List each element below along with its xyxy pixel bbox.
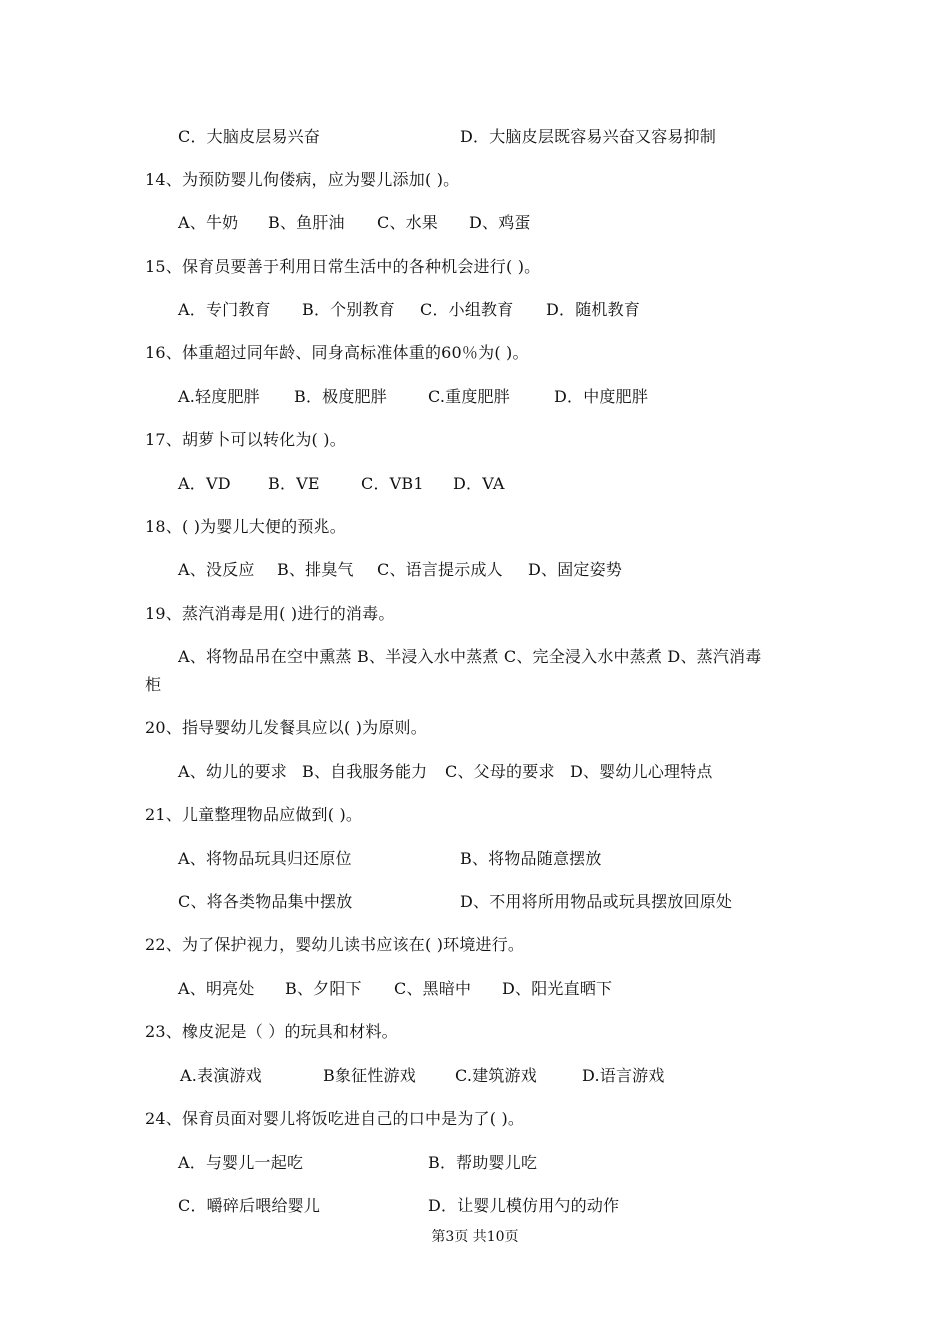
- question-17: 17、胡萝卜可以转化为( )。: [145, 430, 346, 449]
- option-22-a: A、明亮处: [178, 979, 255, 998]
- question-15: 15、保育员要善于利用日常生活中的各种机会进行( )。: [145, 257, 541, 276]
- option-23-c: C.建筑游戏: [455, 1066, 537, 1085]
- option-23-b: B象征性游戏: [323, 1066, 416, 1085]
- option-14-c: C、水果: [377, 213, 439, 232]
- option-18-d: D、固定姿势: [528, 560, 623, 579]
- option-18-a: A、没反应: [178, 560, 255, 579]
- option-18-c: C、语言提示成人: [377, 560, 503, 579]
- option-21-c: C、将各类物品集中摆放: [178, 892, 353, 911]
- option-16-b: B．极度肥胖: [294, 387, 387, 406]
- option-21-a: A、将物品玩具归还原位: [178, 849, 352, 868]
- question-24: 24、保育员面对婴儿将饭吃进自己的口中是为了( )。: [145, 1109, 525, 1128]
- option-24-d: D．让婴儿模仿用勺的动作: [428, 1196, 620, 1215]
- question-22: 22、为了保护视力，婴幼儿读书应该在( )环境进行。: [145, 935, 525, 954]
- question-14: 14、为预防婴儿佝偻病，应为婴儿添加( )。: [145, 170, 460, 189]
- option-14-b: B、鱼肝油: [268, 213, 345, 232]
- option-23-d: D.语言游戏: [582, 1066, 665, 1085]
- option-20-a: A、幼儿的要求: [178, 762, 287, 781]
- option-20-b: B、自我服务能力: [302, 762, 428, 781]
- option-13-c: C．大脑皮层易兴奋: [178, 127, 321, 146]
- option-21-b: B、将物品随意摆放: [460, 849, 602, 868]
- option-20-c: C、父母的要求: [445, 762, 555, 781]
- option-16-c: C.重度肥胖: [428, 387, 510, 406]
- option-20-d: D、婴幼儿心理特点: [570, 762, 713, 781]
- option-15-a: A．专门教育: [178, 300, 271, 319]
- option-17-a: A．VD: [178, 474, 231, 493]
- question-19: 19、蒸汽消毒是用( )进行的消毒。: [145, 604, 395, 623]
- question-21: 21、儿童整理物品应做到( )。: [145, 805, 363, 824]
- option-15-b: B．个别教育: [302, 300, 395, 319]
- option-17-b: B．VE: [268, 474, 320, 493]
- option-15-d: D．随机教育: [546, 300, 641, 319]
- option-22-c: C、黑暗中: [394, 979, 472, 998]
- option-24-a: A．与婴儿一起吃: [178, 1153, 304, 1172]
- question-16: 16、体重超过同年龄、同身高标准体重的60％为( )。: [145, 343, 529, 362]
- option-22-d: D、阳光直晒下: [502, 979, 613, 998]
- option-15-c: C．小组教育: [420, 300, 514, 319]
- option-16-a: A.轻度肥胖: [178, 387, 260, 406]
- question-23: 23、橡皮泥是（ ）的玩具和材料。: [145, 1022, 398, 1041]
- option-23-a: A.表演游戏: [180, 1066, 262, 1085]
- page-footer: 第3页 共10页: [431, 1229, 519, 1245]
- option-19-line1: A、将物品吊在空中熏蒸 B、半浸入水中蒸煮 C、完全浸入水中蒸煮 D、蒸汽消毒: [178, 647, 762, 666]
- option-16-d: D．中度肥胖: [554, 387, 649, 406]
- question-18: 18、( )为婴儿大便的预兆。: [145, 517, 346, 536]
- option-13-d: D．大脑皮层既容易兴奋又容易抑制: [460, 127, 717, 146]
- option-18-b: B、排臭气: [277, 560, 354, 579]
- question-20: 20、指导婴幼儿发餐具应以( )为原则。: [145, 718, 427, 737]
- option-17-d: D．VA: [453, 474, 505, 493]
- option-14-d: D、鸡蛋: [469, 213, 531, 232]
- option-24-c: C．嚼碎后喂给婴儿: [178, 1196, 321, 1215]
- option-17-c: C．VB1: [361, 474, 424, 493]
- option-14-a: A、牛奶: [178, 213, 239, 232]
- option-19-line2: 柜: [145, 675, 162, 694]
- option-22-b: B、夕阳下: [285, 979, 362, 998]
- option-24-b: B．帮助婴儿吃: [428, 1153, 538, 1172]
- option-21-d: D、不用将所用物品或玩具摆放回原处: [460, 892, 733, 911]
